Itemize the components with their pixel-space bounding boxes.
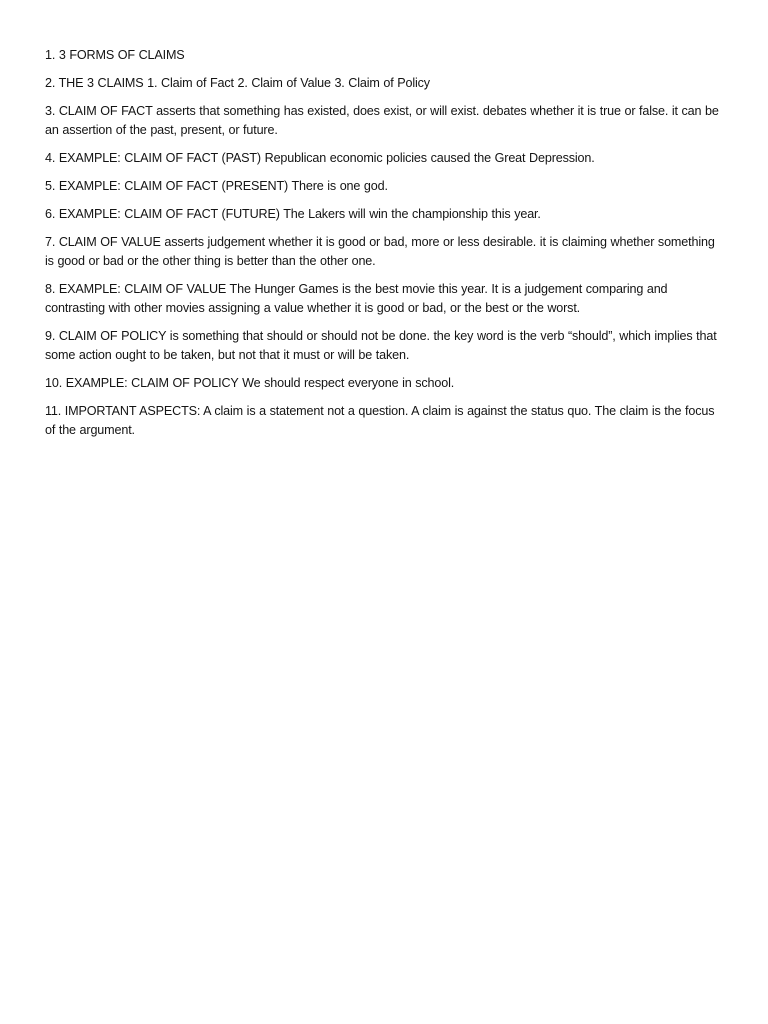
list-item-claim-of-value: 7. CLAIM OF VALUE asserts judgement whether it is good or bad, more or less desirable. it is claiming whether something is good or bad or the other thing is better than the other one.: [45, 235, 715, 268]
list-item-the-3-claims: 2. THE 3 CLAIMS 1. Claim of Fact 2. Claim of Value 3. Claim of Policy: [45, 76, 430, 90]
list-item-policy-example: 10. EXAMPLE: CLAIM OF POLICY We should respect everyone in school.: [45, 376, 455, 390]
list-item-value-example: 8. EXAMPLE: CLAIM OF VALUE The Hunger Games is the best movie this year. It is a judgement comparing and contrasting with other movies assigning a value whether it is good or bad, or the best or the worst.: [45, 282, 668, 315]
list-item-fact-example-future: 6. EXAMPLE: CLAIM OF FACT (FUTURE) The Lakers will win the championship this year.: [45, 207, 541, 221]
list-item-forms-of-claims: 1. 3 FORMS OF CLAIMS: [45, 48, 185, 62]
list-item-fact-example-past: 4. EXAMPLE: CLAIM OF FACT (PAST) Republican economic policies caused the Great Depression.: [45, 151, 595, 165]
list-item-claim-of-policy: 9. CLAIM OF POLICY is something that should or should not be done. the key word is the verb “should”, which implies that some action ought to be taken, but not that it must or will be taken.: [45, 329, 717, 362]
list-item-claim-of-fact: 3. CLAIM OF FACT asserts that something has existed, does exist, or will exist. debates whether it is true or false. it can be an assertion of the past, present, or future.: [45, 104, 719, 137]
list-item-fact-example-present: 5. EXAMPLE: CLAIM OF FACT (PRESENT) There is one god.: [45, 179, 388, 193]
list-item-important-aspects: 11. IMPORTANT ASPECTS: A claim is a statement not a question. A claim is against the status quo. The claim is the focus of the argument.: [45, 404, 715, 437]
